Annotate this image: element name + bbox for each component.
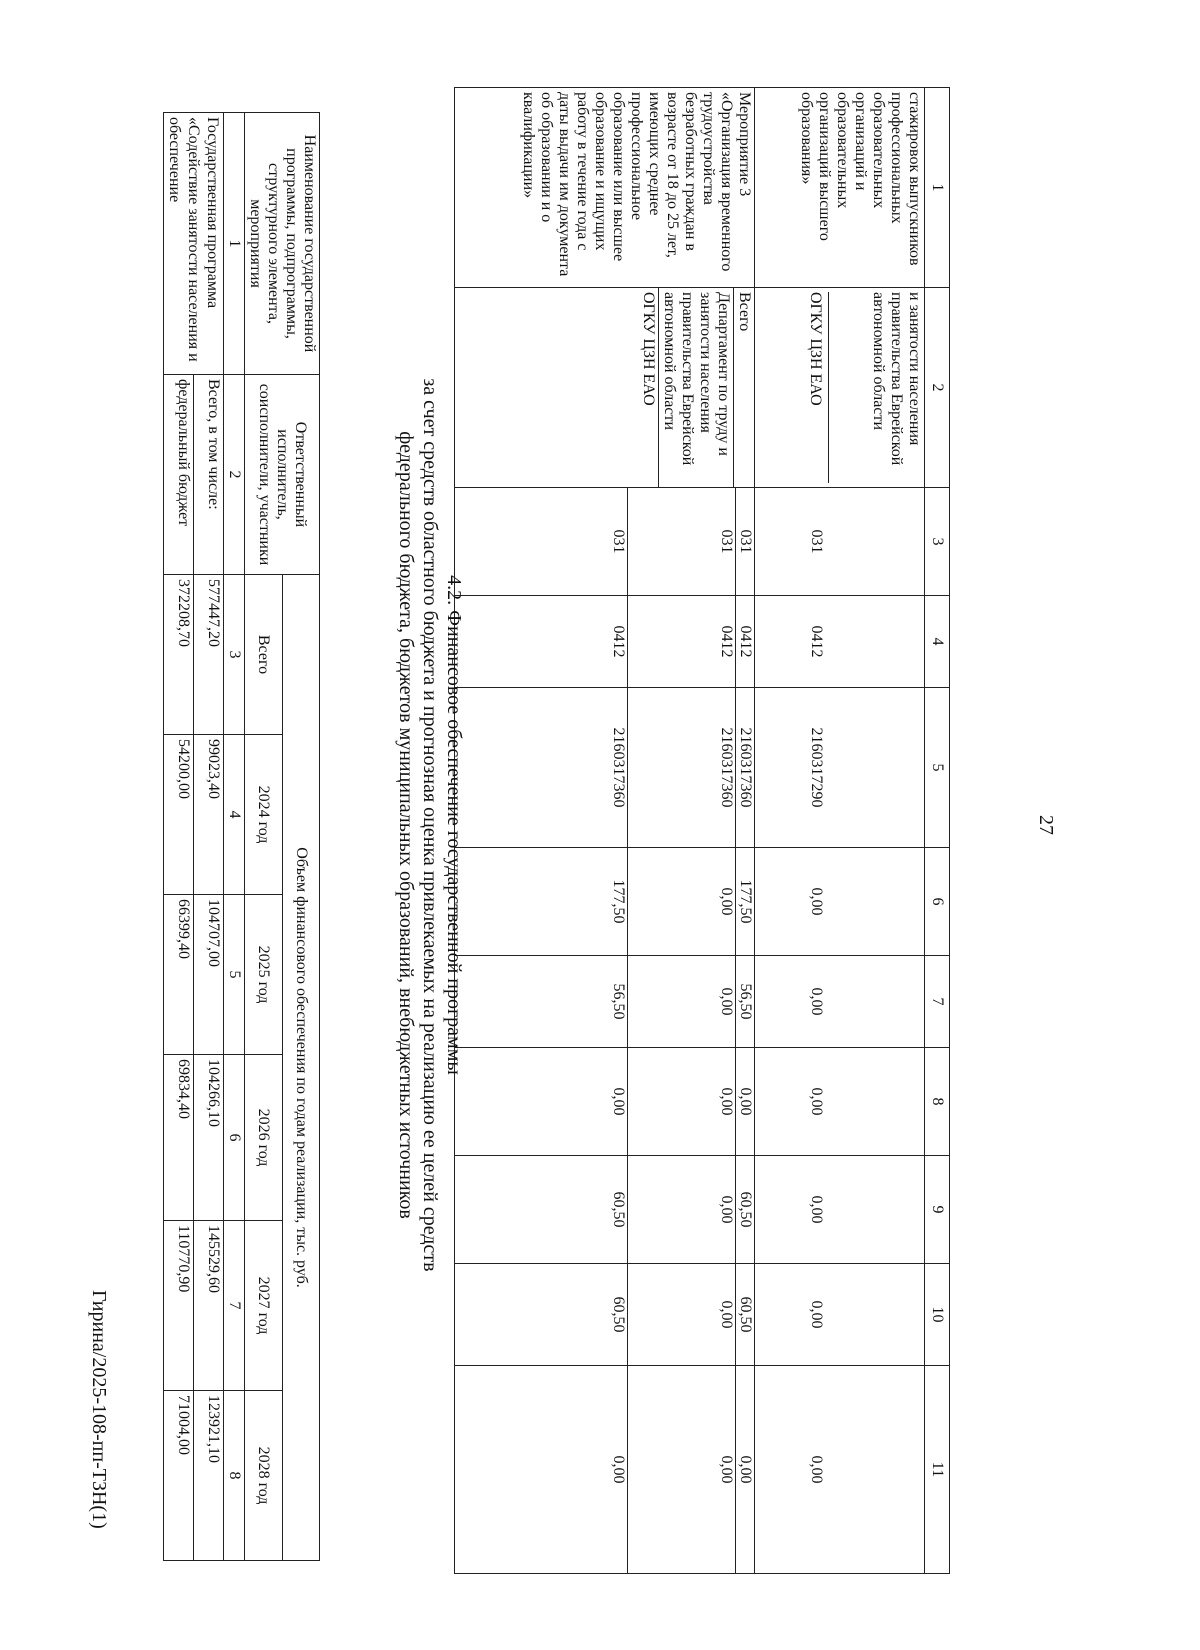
value-7-ogku: 56,50 <box>610 983 627 1020</box>
cell-v11 <box>455 1366 755 1574</box>
col-number: 1 <box>224 113 245 375</box>
cell-v10 <box>455 1264 755 1366</box>
value-10-dept: 0,00 <box>627 1264 735 1365</box>
col-header: 11 <box>925 1366 950 1574</box>
cell-grbs <box>755 488 925 596</box>
col-header: 3 <box>925 488 950 596</box>
heading-line-2: за счет средств областного бюджета и прогнозная оценка привлекаемых на реализацию ее целей средств <box>419 378 441 1272</box>
col-header: 6 <box>925 848 950 956</box>
header-year: 2028 год <box>245 1391 283 1561</box>
heading-line-1: 4.2. Финансовое обеспечение государственной программы <box>443 575 465 1075</box>
measure-name: Мероприятие 3 «Организация временного трудоустройства безработных граждан в возрасте от 18 до 25 лет, имеющих среднее профессиональное образование или высшее образование и ищущих работу в течение года с даты выдачи им документа об образовании и о квалификации» <box>455 88 755 288</box>
value-cell: 66399,40 <box>164 895 194 1055</box>
value-10-ogku: 60,50 <box>610 1296 627 1333</box>
grbs-value: 031 <box>808 529 825 554</box>
grbs-total: 031 <box>735 488 754 595</box>
value-cell: 104266,10 <box>194 1055 224 1221</box>
value-cell: 69834,40 <box>164 1055 194 1221</box>
column-number-row <box>224 113 245 1561</box>
executor-ogku: ОГКУ ЦЗН ЕАО <box>640 292 657 406</box>
header-name: Наименование государственной программы, подпрограммы, структурного элемента, мероприятия <box>245 113 320 375</box>
header-row <box>283 113 320 1561</box>
cell-rzpr <box>455 596 755 688</box>
financing-table <box>163 112 320 1561</box>
measures-table <box>454 87 950 1574</box>
col-number: 3 <box>224 575 245 735</box>
header-volume: Объем финансового обеспечения по годам реализации, тыс. руб. <box>283 575 320 1561</box>
col-number: 7 <box>224 1221 245 1391</box>
cell-v8 <box>455 1048 755 1156</box>
value-6-dept: 0,00 <box>627 848 735 955</box>
grbs-dept: 031 <box>627 488 735 595</box>
col-header: 4 <box>925 596 950 688</box>
value-11-dept: 0,00 <box>627 1366 735 1573</box>
table-header-row <box>925 88 950 1574</box>
header-year: 2027 год <box>245 1221 283 1391</box>
value-7-dept: 0,00 <box>627 956 735 1047</box>
header-year: 2026 год <box>245 1055 283 1221</box>
program-name: Государственная программа «Содействие занятости населения и обеспечение <box>164 113 224 375</box>
header-year: 2024 год <box>245 735 283 895</box>
value-11: 0,00 <box>808 1455 825 1484</box>
value-9-ogku: 60,50 <box>610 1191 627 1228</box>
value-cell: 54200,00 <box>164 735 194 895</box>
cell-csr <box>455 688 755 848</box>
executor-cell <box>455 288 755 488</box>
cell-v7 <box>755 956 925 1048</box>
col-header: 8 <box>925 1048 950 1156</box>
value-cell: 372208,70 <box>164 575 194 735</box>
rzpr-total: 0412 <box>735 596 754 687</box>
value-8-ogku: 0,00 <box>610 1087 627 1116</box>
cell-v7 <box>455 956 755 1048</box>
grbs-ogku: 031 <box>610 529 627 554</box>
value-8-dept: 0,00 <box>627 1048 735 1155</box>
col-number: 5 <box>224 895 245 1055</box>
cell-rzpr <box>755 596 925 688</box>
document-footer-code: Гирина/2025-108-пп-ТЗН(1) <box>88 1290 110 1529</box>
executor-ogku: ОГКУ ЦЗН ЕАО <box>807 292 824 406</box>
col-number: 8 <box>224 1391 245 1561</box>
col-header: 5 <box>925 688 950 848</box>
csr-total: 2160317360 <box>735 688 754 847</box>
table-row <box>755 88 925 1574</box>
value-8: 0,00 <box>808 1087 825 1116</box>
cell-csr <box>755 688 925 848</box>
value-11-total: 0,00 <box>735 1366 754 1573</box>
value-cell: 123921,10 <box>194 1391 224 1561</box>
col-number: 4 <box>224 735 245 895</box>
rzpr-dept: 0412 <box>627 596 735 687</box>
col-header: 1 <box>925 88 950 288</box>
col-number: 2 <box>224 375 245 575</box>
value-cell: 110770,90 <box>164 1221 194 1391</box>
value-6-ogku: 177,50 <box>610 879 627 924</box>
table-row <box>455 88 755 1574</box>
header-year: 2025 год <box>245 895 283 1055</box>
section-heading <box>394 60 466 1590</box>
heading-line-3: федерального бюджета, бюджетов муниципальных образований, внебюджетных источников <box>395 431 417 1219</box>
csr-ogku: 2160317360 <box>610 727 627 808</box>
col-number: 6 <box>224 1055 245 1221</box>
budget-label: Всего, в том числе: <box>194 375 224 575</box>
value-10-total: 60,50 <box>735 1264 754 1365</box>
value-9-dept: 0,00 <box>627 1156 735 1263</box>
value-11-ogku: 0,00 <box>610 1455 627 1484</box>
value-cell: 104707,00 <box>194 895 224 1055</box>
table-row <box>194 113 224 1561</box>
executor-cell <box>755 288 925 488</box>
value-cell: 577447,20 <box>194 575 224 735</box>
value-9: 0,00 <box>808 1195 825 1224</box>
cell-v8 <box>755 1048 925 1156</box>
col-header: 2 <box>925 288 950 488</box>
cell-grbs <box>455 488 755 596</box>
value-10: 0,00 <box>808 1300 825 1329</box>
cell-v11 <box>755 1366 925 1574</box>
cell-v6 <box>455 848 755 956</box>
executor-total: Всего <box>733 288 754 487</box>
measure-name: стажировок выпускников профессиональных образовательных организаций и образовательных организаций высшего образования» <box>755 88 925 288</box>
cell-v10 <box>755 1264 925 1366</box>
value-7-total: 56,50 <box>735 956 754 1047</box>
col-header: 10 <box>925 1264 950 1366</box>
value-6-total: 177,50 <box>735 848 754 955</box>
csr-dept: 2160317360 <box>627 688 735 847</box>
value-cell: 145529,60 <box>194 1221 224 1391</box>
executor-department: Департамент по труду и занятости населения правительства Еврейской автономной области <box>658 288 733 487</box>
value-7: 0,00 <box>808 987 825 1016</box>
col-header: 9 <box>925 1156 950 1264</box>
value-cell: 71004,00 <box>164 1391 194 1561</box>
rzpr-value: 0412 <box>808 625 825 658</box>
budget-label: федеральный бюджет <box>164 375 194 575</box>
col-header: 7 <box>925 956 950 1048</box>
value-8-total: 0,00 <box>735 1048 754 1155</box>
cell-v9 <box>455 1156 755 1264</box>
value-6: 0,00 <box>808 887 825 916</box>
header-executor: Ответственный исполнитель, соисполнители, участники <box>245 375 320 575</box>
header-total: Всего <box>245 575 283 735</box>
value-cell: 99023,40 <box>194 735 224 895</box>
value-9-total: 60,50 <box>735 1156 754 1263</box>
executor-department: и занятости населения правительства Еврейской автономной области <box>828 292 923 483</box>
page-number: 27 <box>1035 815 1057 835</box>
csr-value: 2160317290 <box>808 727 825 808</box>
cell-v9 <box>755 1156 925 1264</box>
cell-v6 <box>755 848 925 956</box>
rzpr-ogku: 0412 <box>610 625 627 658</box>
